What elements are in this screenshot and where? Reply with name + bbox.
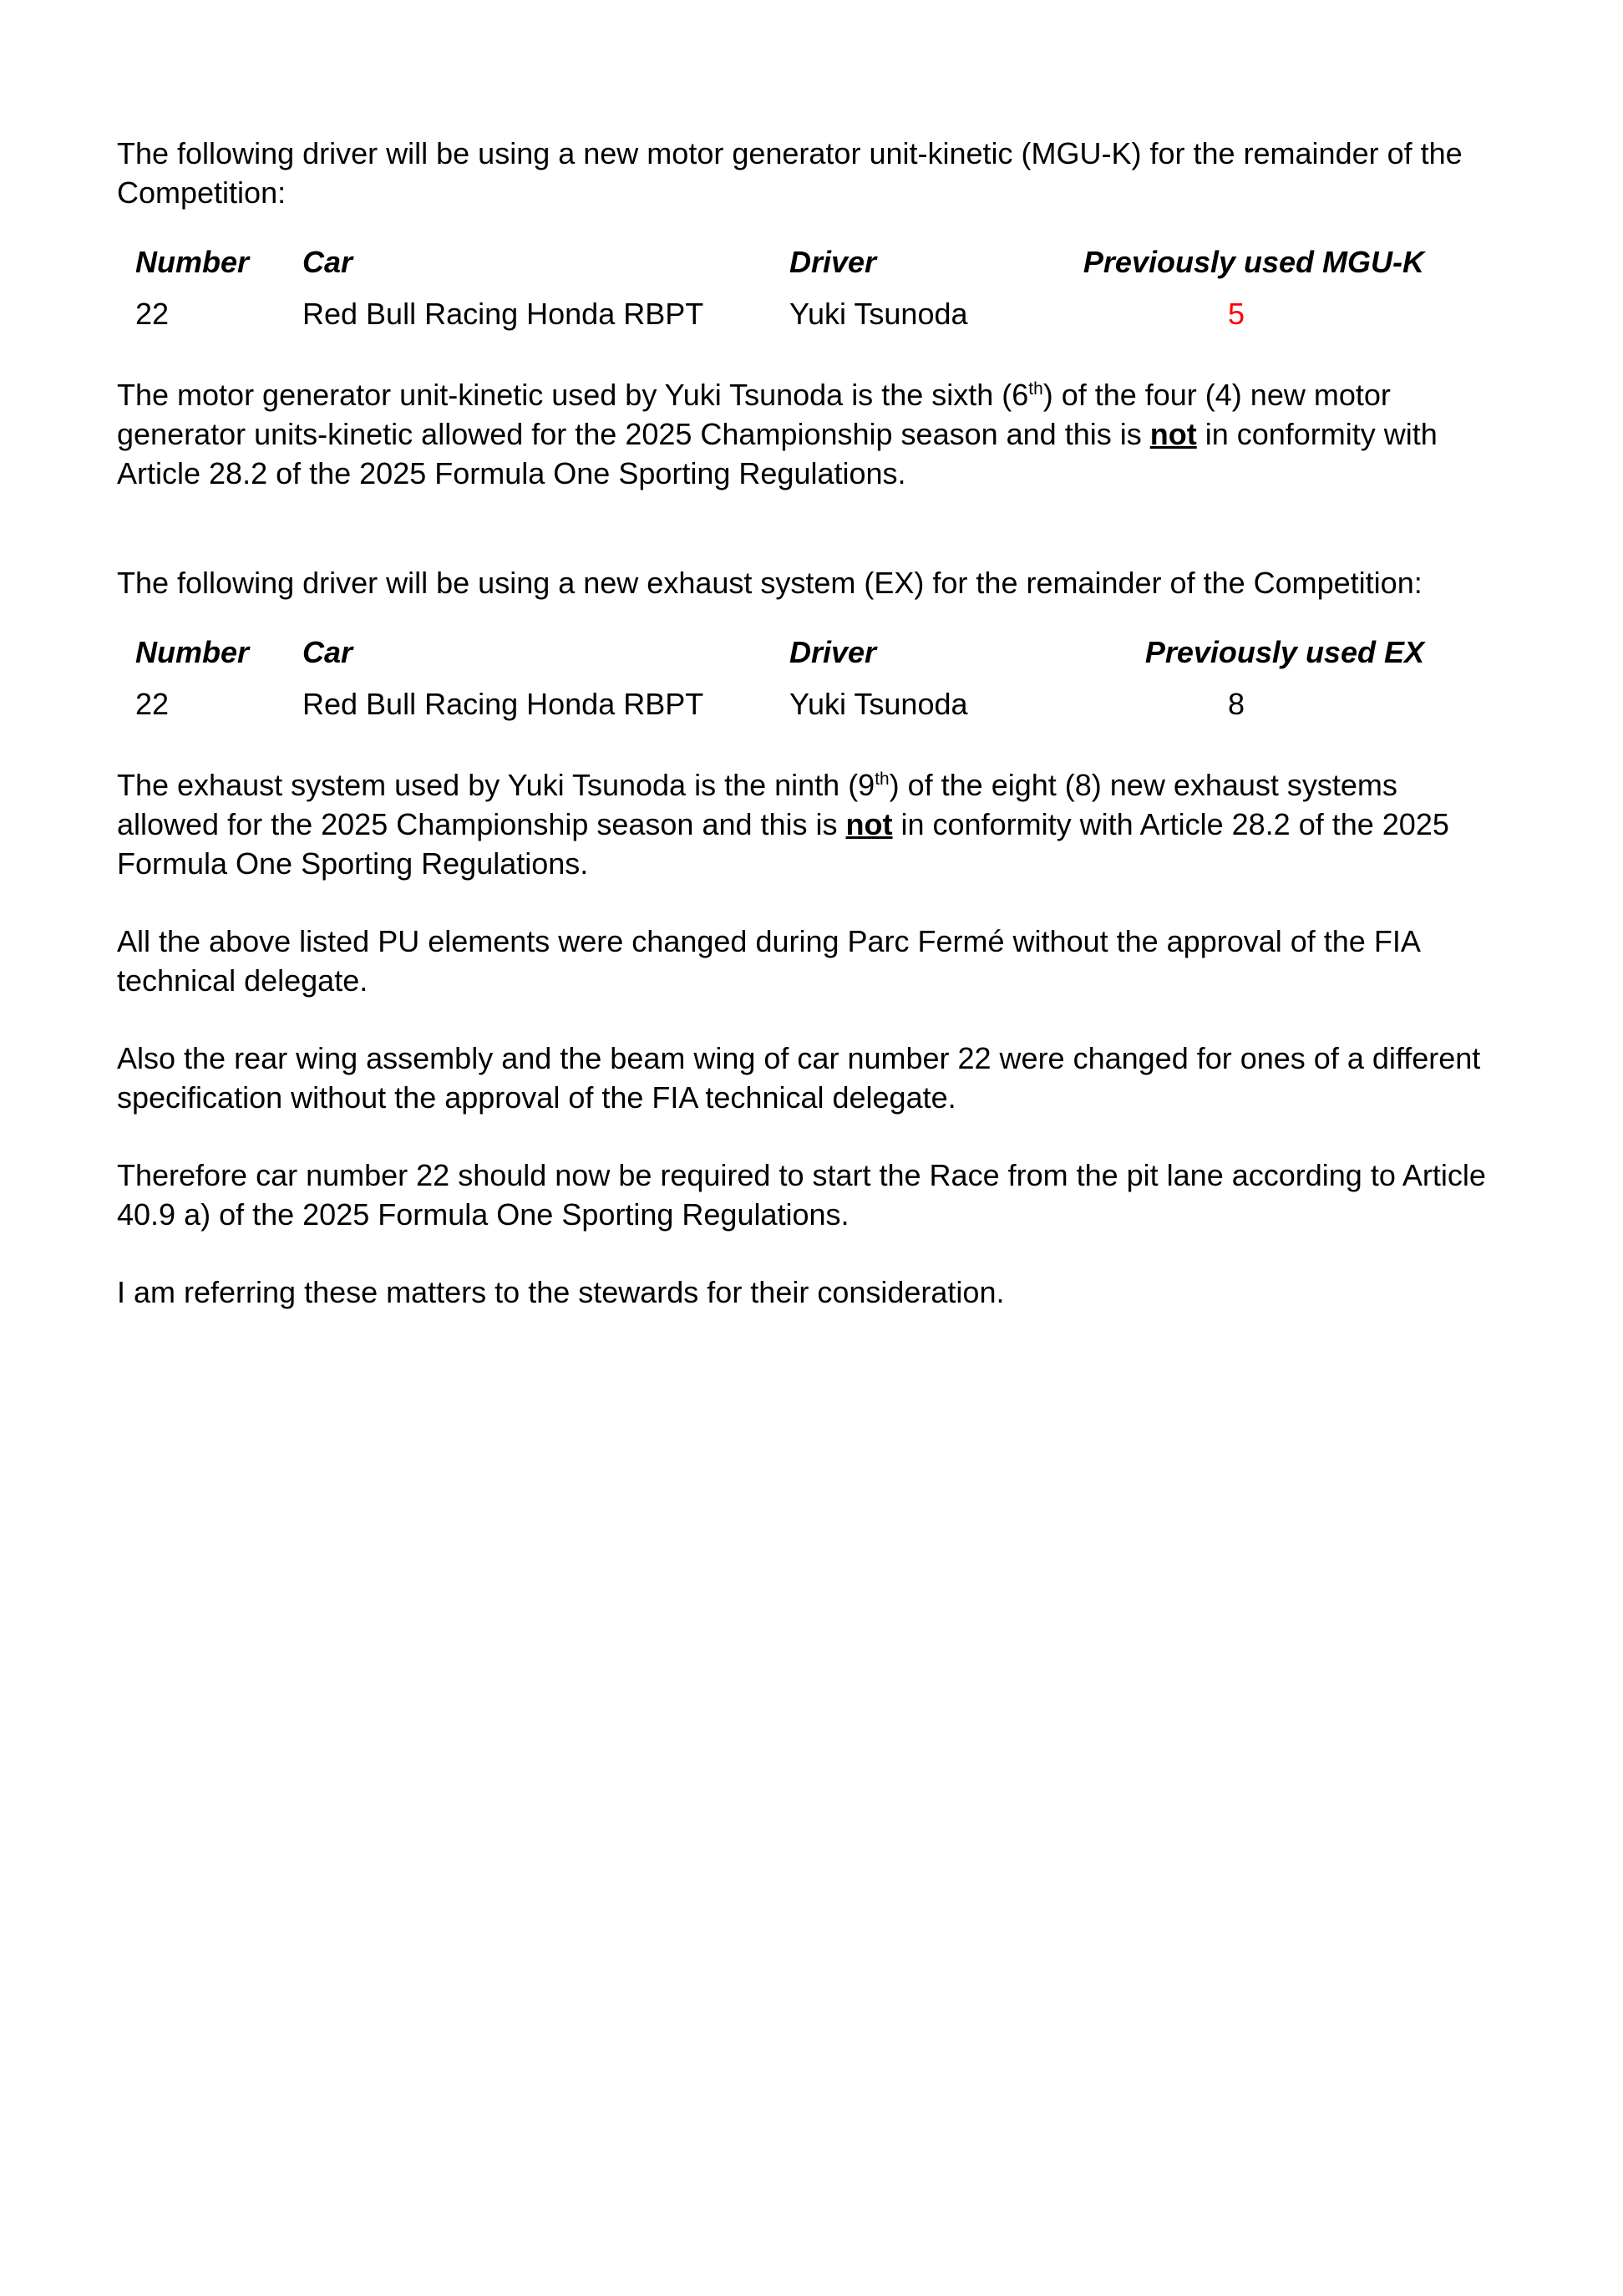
mgu-conformity-run-2: ) of the four (4) new motor generator units-kinetic allowed for the 2025 Championship season and this is	[117, 378, 1391, 451]
mgu-cell-driver: Yuki Tsunoda	[789, 297, 968, 331]
ex-cell-previously-used: 8	[1227, 687, 1245, 721]
mgu-header-car: Car	[302, 245, 353, 279]
ex-conformity-run-3: in conformity with Article 28.2 of the 2025 Formula One Sporting Regulations.	[117, 807, 1449, 881]
ex-header-car: Car	[302, 635, 353, 669]
mgu-table-row	[117, 294, 1499, 333]
ex-table-row	[117, 684, 1499, 724]
ex-ordinal-superscript: th	[875, 770, 890, 789]
mgu-cell-car: Red Bull Racing Honda RBPT	[302, 297, 704, 331]
mgu-header-number: Number	[135, 245, 250, 279]
ex-conformity-run-1: The exhaust system used by Yuki Tsunoda is the ninth (9	[117, 768, 875, 802]
mgu-cell-number: 22	[135, 297, 170, 331]
mgu-not-emphasis: not	[1149, 417, 1197, 451]
ex-cell-number: 22	[135, 687, 170, 721]
mgu-header-previously-used: Previously used MGU-K	[1083, 245, 1424, 279]
ex-header-driver: Driver	[789, 635, 877, 669]
ex-cell-car: Red Bull Racing Honda RBPT	[302, 687, 704, 721]
ex-header-previously-used: Previously used EX	[1144, 635, 1424, 669]
mgu-ordinal-superscript: th	[1028, 379, 1043, 399]
mgu-table	[117, 242, 1499, 333]
ex-intro-paragraph: The following driver will be using a new exhaust system (EX) for the remainder of the Competition:	[117, 566, 1423, 600]
ex-not-emphasis: not	[845, 807, 893, 841]
mgu-conformity-run-3: in conformity with Article 28.2 of the 2025 Formula One Sporting Regulations.	[117, 417, 1438, 490]
ex-header-number: Number	[135, 635, 250, 669]
rear-wing-paragraph: Also the rear wing assembly and the beam wing of car number 22 were changed for ones of a different specification without the approval of the FIA technical delegate.	[117, 1041, 1481, 1115]
ex-conformity-paragraph	[117, 765, 1499, 883]
mgu-intro-paragraph: The following driver will be using a new motor generator unit-kinetic (MGU-K) for the remainder of the Competition:	[117, 136, 1463, 210]
pit-lane-paragraph: Therefore car number 22 should now be required to start the Race from the pit lane according to Article 40.9 a) of the 2025 Formula One Sporting Regulations.	[117, 1158, 1486, 1232]
ex-table-header-row	[117, 632, 1499, 672]
mgu-conformity-paragraph	[117, 375, 1499, 493]
ex-table	[117, 632, 1499, 724]
ex-cell-driver: Yuki Tsunoda	[789, 687, 968, 721]
mgu-table-header-row	[117, 242, 1499, 282]
mgu-cell-previously-used: 5	[1227, 297, 1245, 331]
mgu-header-driver: Driver	[789, 245, 877, 279]
mgu-conformity-run-1: The motor generator unit-kinetic used by Yuki Tsunoda is the sixth (6	[117, 378, 1029, 412]
parc-ferme-paragraph: All the above listed PU elements were changed during Parc Fermé without the approval of the FIA technical delegate.	[117, 924, 1419, 998]
stewards-referral-paragraph: I am referring these matters to the stewards for their consideration.	[117, 1275, 1005, 1309]
ex-conformity-run-2: ) of the eight (8) new exhaust systems allowed for the 2025 Championship season and this is	[117, 768, 1397, 841]
